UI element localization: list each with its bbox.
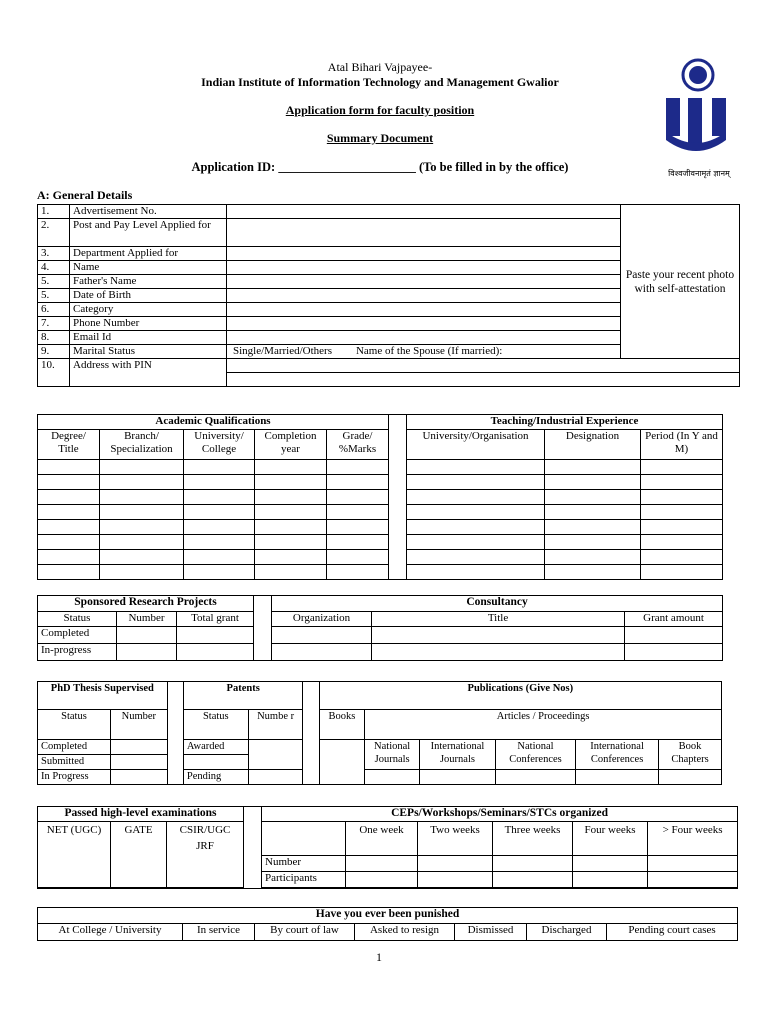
column-header: Status xyxy=(38,612,117,627)
cell[interactable] xyxy=(545,475,641,490)
column-header: Book Chapters xyxy=(659,740,722,770)
cell[interactable] xyxy=(100,550,184,565)
cell[interactable] xyxy=(327,535,389,550)
cell[interactable] xyxy=(255,475,327,490)
cell[interactable] xyxy=(545,460,641,475)
cell[interactable] xyxy=(100,475,184,490)
cell[interactable] xyxy=(545,520,641,535)
cell[interactable] xyxy=(493,872,573,888)
column-header: Status xyxy=(38,710,111,740)
row-number: 5. xyxy=(38,289,70,303)
table-row xyxy=(38,490,723,505)
cell[interactable] xyxy=(418,856,493,872)
cell[interactable] xyxy=(407,475,545,490)
cell[interactable] xyxy=(100,565,184,580)
field-label: Name xyxy=(70,261,227,275)
address-line-1[interactable] xyxy=(227,359,740,373)
column-header: Number xyxy=(110,710,167,740)
photo-box[interactable]: Paste your recent photo with self-attestation xyxy=(621,205,740,359)
cell[interactable] xyxy=(248,740,303,770)
cell[interactable] xyxy=(407,505,545,520)
blank-header xyxy=(262,822,346,856)
cell[interactable] xyxy=(183,755,248,770)
cell[interactable] xyxy=(545,565,641,580)
cell[interactable] xyxy=(576,770,659,785)
cell[interactable] xyxy=(407,565,545,580)
field-value[interactable] xyxy=(227,331,621,345)
cell[interactable] xyxy=(659,770,722,785)
articles-header: Articles / Proceedings xyxy=(365,710,722,740)
table-row xyxy=(38,740,722,755)
cell[interactable] xyxy=(493,856,573,872)
logo-emblem-icon xyxy=(660,58,738,163)
publications-title: Publications (Give Nos) xyxy=(319,682,721,710)
cell[interactable] xyxy=(117,644,177,661)
consultancy-title: Consultancy xyxy=(272,596,723,612)
row-number: 4. xyxy=(38,261,70,275)
cell[interactable] xyxy=(641,565,723,580)
cell[interactable] xyxy=(255,460,327,475)
table-row xyxy=(38,345,740,359)
institute-name-line2: Indian Institute of Information Technology and Management Gwalior xyxy=(201,75,559,89)
punishment-option[interactable]: Pending court cases xyxy=(607,924,738,941)
cell[interactable] xyxy=(372,627,625,644)
cell[interactable] xyxy=(184,550,255,565)
cell[interactable] xyxy=(255,505,327,520)
cell[interactable] xyxy=(184,565,255,580)
cell[interactable] xyxy=(100,460,184,475)
punished-title: Have you ever been punished xyxy=(38,908,738,924)
cell[interactable] xyxy=(110,770,167,785)
cell[interactable] xyxy=(346,872,418,888)
field-label: Advertisement No. xyxy=(70,205,227,219)
cell[interactable] xyxy=(419,770,495,785)
row-label: In-progress xyxy=(38,644,117,661)
field-label: Address with PIN xyxy=(70,359,227,387)
field-label: Father's Name xyxy=(70,275,227,289)
cell[interactable] xyxy=(38,535,100,550)
row-number: 9. xyxy=(38,345,70,359)
field-label: Date of Birth xyxy=(70,289,227,303)
cell[interactable] xyxy=(545,505,641,520)
cell[interactable] xyxy=(38,520,100,535)
table-row xyxy=(38,460,723,475)
punishment-option[interactable]: Asked to resign xyxy=(355,924,455,941)
cell[interactable] xyxy=(255,520,327,535)
cell[interactable] xyxy=(184,505,255,520)
column-header: University/ College xyxy=(184,430,255,460)
table-row xyxy=(38,535,723,550)
phd-thesis-title: PhD Thesis Supervised xyxy=(38,682,168,710)
punished-table xyxy=(37,907,738,941)
column-header: Degree/ Title xyxy=(38,430,100,460)
cell[interactable] xyxy=(573,872,648,888)
cell[interactable] xyxy=(255,490,327,505)
cell[interactable] xyxy=(327,490,389,505)
cell[interactable] xyxy=(38,505,100,520)
cell[interactable] xyxy=(272,627,372,644)
table-row xyxy=(38,550,723,565)
table-row xyxy=(38,770,722,785)
page-number: 1 xyxy=(376,950,382,964)
row-number: 3. xyxy=(38,247,70,261)
document-title: Summary Document xyxy=(326,131,434,145)
row-label: Number xyxy=(262,856,346,872)
column-separator xyxy=(244,807,262,889)
field-value[interactable] xyxy=(227,261,621,275)
cell[interactable] xyxy=(641,550,723,565)
cell[interactable] xyxy=(641,520,723,535)
punishment-option[interactable]: Discharged xyxy=(527,924,607,941)
cell[interactable] xyxy=(372,644,625,661)
sponsored-projects-title: Sponsored Research Projects xyxy=(38,596,254,612)
marital-status-value[interactable] xyxy=(227,345,740,359)
column-header: GATE xyxy=(111,822,167,888)
cell[interactable] xyxy=(255,550,327,565)
column-separator xyxy=(167,682,183,785)
column-header: Organization xyxy=(272,612,372,627)
books-header: Books xyxy=(319,710,365,740)
row-label: In Progress xyxy=(38,770,111,785)
cell[interactable] xyxy=(184,460,255,475)
row-label: Awarded xyxy=(183,740,248,755)
cell[interactable] xyxy=(184,535,255,550)
general-details-heading: A: General Details xyxy=(37,188,133,202)
cell[interactable] xyxy=(365,770,420,785)
table-row xyxy=(38,520,723,535)
cell[interactable] xyxy=(327,475,389,490)
column-header: CSIR/UGC JRF xyxy=(167,822,244,888)
form-title: Application form for faculty position xyxy=(285,103,475,117)
cell[interactable] xyxy=(573,856,648,872)
row-number: 5. xyxy=(38,275,70,289)
column-header: Two weeks xyxy=(418,822,493,856)
punishment-option[interactable]: By court of law xyxy=(255,924,355,941)
cell[interactable] xyxy=(177,627,254,644)
row-number: 7. xyxy=(38,317,70,331)
cell[interactable] xyxy=(641,460,723,475)
field-value[interactable] xyxy=(227,317,621,331)
cell[interactable] xyxy=(545,490,641,505)
cell[interactable] xyxy=(407,520,545,535)
column-header: Completion year xyxy=(255,430,327,460)
table-row xyxy=(38,205,740,219)
cell[interactable] xyxy=(100,490,184,505)
books-cell[interactable] xyxy=(319,740,365,785)
table-row xyxy=(38,359,740,373)
institute-logo xyxy=(660,58,738,178)
column-separator xyxy=(254,596,272,661)
cell[interactable] xyxy=(648,872,738,888)
field-label: Category xyxy=(70,303,227,317)
row-label: Completed xyxy=(38,740,111,755)
column-header: Number xyxy=(117,612,177,627)
cell[interactable] xyxy=(38,475,100,490)
cell[interactable] xyxy=(177,644,254,661)
column-header: Designation xyxy=(545,430,641,460)
cell[interactable] xyxy=(625,644,723,661)
cell[interactable] xyxy=(641,505,723,520)
table-row xyxy=(38,475,723,490)
column-separator xyxy=(389,415,407,580)
patents-title: Patents xyxy=(183,682,303,710)
column-header: Grant amount xyxy=(625,612,723,627)
column-header: Four weeks xyxy=(573,822,648,856)
column-header: NET (UGC) xyxy=(38,822,111,888)
cell[interactable] xyxy=(641,490,723,505)
table-row xyxy=(38,505,723,520)
cell[interactable] xyxy=(545,535,641,550)
column-header: One week xyxy=(346,822,418,856)
marital-options: Single/Married/Others xyxy=(233,345,332,357)
row-number: 2. xyxy=(38,219,70,247)
field-value[interactable] xyxy=(227,205,621,219)
column-header: Total grant xyxy=(177,612,254,627)
cell[interactable] xyxy=(38,490,100,505)
cell[interactable] xyxy=(100,520,184,535)
field-label: Post and Pay Level Applied for xyxy=(70,219,227,247)
cell[interactable] xyxy=(327,520,389,535)
cell[interactable] xyxy=(495,770,575,785)
column-header: University/Organisation xyxy=(407,430,545,460)
cell[interactable] xyxy=(327,565,389,580)
cell[interactable] xyxy=(38,460,100,475)
column-header: Three weeks xyxy=(493,822,573,856)
field-label: Phone Number xyxy=(70,317,227,331)
cell[interactable] xyxy=(255,565,327,580)
cell[interactable] xyxy=(272,644,372,661)
table-row xyxy=(38,644,723,661)
cell[interactable] xyxy=(255,535,327,550)
column-separator xyxy=(303,682,319,785)
sponsored-consultancy-table xyxy=(37,595,723,661)
row-number: 1. xyxy=(38,205,70,219)
cell[interactable] xyxy=(418,872,493,888)
cell[interactable] xyxy=(625,627,723,644)
column-header: Grade/ %Marks xyxy=(327,430,389,460)
row-label: Completed xyxy=(38,627,117,644)
cell[interactable] xyxy=(407,535,545,550)
column-header: National Journals xyxy=(365,740,420,770)
column-header: Period (In Y and M) xyxy=(641,430,723,460)
field-label: Marital Status xyxy=(70,345,227,359)
column-header: International Conferences xyxy=(576,740,659,770)
cell[interactable] xyxy=(248,770,303,785)
exams-ceps-table xyxy=(37,806,738,889)
column-header: Branch/ Specialization xyxy=(100,430,184,460)
institute-name-line1: Atal Bihari Vajpayee- xyxy=(327,60,433,74)
cell[interactable] xyxy=(110,740,167,755)
cell[interactable] xyxy=(407,460,545,475)
cell[interactable] xyxy=(346,856,418,872)
column-header: > Four weeks xyxy=(648,822,738,856)
punishment-option[interactable]: In service xyxy=(183,924,255,941)
cell[interactable] xyxy=(327,505,389,520)
academic-qualifications-title: Academic Qualifications xyxy=(38,415,389,430)
general-details-table xyxy=(37,204,740,387)
table-row xyxy=(38,627,723,644)
ceps-title: CEPs/Workshops/Seminars/STCs organized xyxy=(262,807,738,822)
cell[interactable] xyxy=(184,490,255,505)
field-value[interactable] xyxy=(227,219,621,247)
address-line-2[interactable] xyxy=(227,373,740,387)
row-label: Participants xyxy=(262,872,346,888)
phd-patents-publications-table xyxy=(37,681,722,785)
row-number: 8. xyxy=(38,331,70,345)
field-label: Email Id xyxy=(70,331,227,345)
cell[interactable] xyxy=(407,490,545,505)
field-value[interactable] xyxy=(227,303,621,317)
spouse-label: Name of the Spouse (If married): xyxy=(355,345,503,357)
logo-motto: विश्वजीवनामृतं ज्ञानम् xyxy=(668,169,730,178)
cell[interactable] xyxy=(38,565,100,580)
academic-teaching-table xyxy=(37,414,723,580)
column-header: Title xyxy=(372,612,625,627)
column-header: International Journals xyxy=(419,740,495,770)
cell[interactable] xyxy=(641,535,723,550)
cell[interactable] xyxy=(327,460,389,475)
cell[interactable] xyxy=(117,627,177,644)
row-number: 10. xyxy=(38,359,70,387)
row-number: 6. xyxy=(38,303,70,317)
cell[interactable] xyxy=(100,535,184,550)
field-label: Department Applied for xyxy=(70,247,227,261)
field-value[interactable] xyxy=(227,289,621,303)
field-value[interactable] xyxy=(227,275,621,289)
cell[interactable] xyxy=(407,550,545,565)
field-value[interactable] xyxy=(227,247,621,261)
table-row xyxy=(38,565,723,580)
column-header: National Conferences xyxy=(495,740,575,770)
application-id: Application ID: ______________________ (To be filled in by the office) xyxy=(191,160,569,174)
column-header: Status xyxy=(183,710,248,740)
exams-title: Passed high-level examinations xyxy=(38,807,244,822)
cell[interactable] xyxy=(327,550,389,565)
cell[interactable] xyxy=(110,755,167,770)
row-label: Pending xyxy=(183,770,248,785)
row-label: Submitted xyxy=(38,755,111,770)
column-header: Numbe r xyxy=(248,710,303,740)
cell[interactable] xyxy=(38,550,100,565)
cell[interactable] xyxy=(184,520,255,535)
cell[interactable] xyxy=(648,856,738,872)
punishment-option[interactable]: At College / University xyxy=(38,924,183,941)
cell[interactable] xyxy=(100,505,184,520)
teaching-experience-title: Teaching/Industrial Experience xyxy=(407,415,723,430)
cell[interactable] xyxy=(641,475,723,490)
cell[interactable] xyxy=(545,550,641,565)
cell[interactable] xyxy=(184,475,255,490)
punishment-option[interactable]: Dismissed xyxy=(455,924,527,941)
